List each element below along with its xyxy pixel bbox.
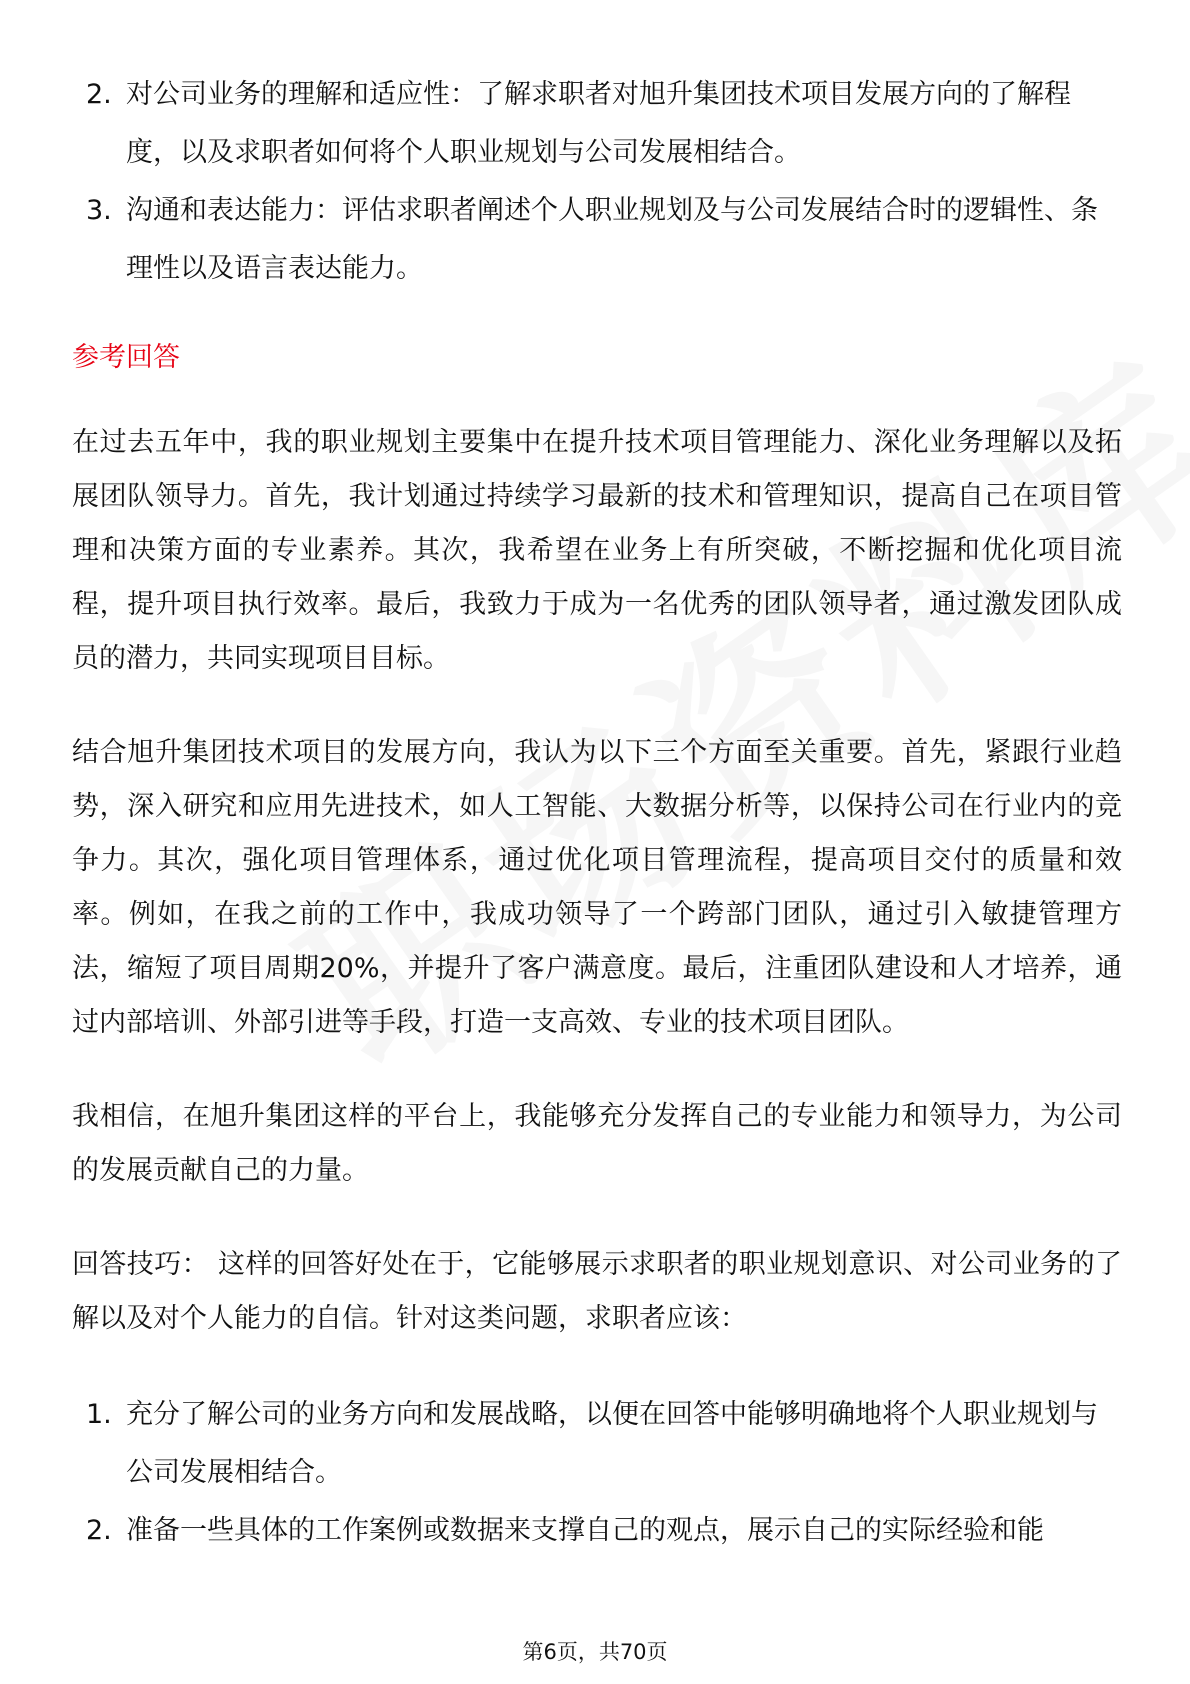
list-item xyxy=(72,182,1122,298)
list-number: 1. xyxy=(86,1399,112,1430)
section-heading: 参考回答 xyxy=(72,342,180,373)
tips-paragraph: 回答技巧： 这样的回答好处在于，它能够展示求职者的职业规划意识、对公司业务的了解以及对个人能力的自信。针对这类问题，求职者应该： xyxy=(72,1249,1122,1334)
answer-paragraph: 在过去五年中，我的职业规划主要集中在提升技术项目管理能力、深化业务理解以及拓展团队领导力。首先，我计划通过持续学习最新的技术和管理知识，提高自己在项目管理和决策方面的专业素养。其次，我希望在业务上有所突破，不断挖掘和优化项目流程，提升项目执行效率。最后，我致力于成为一名优秀的团队领导者，通过激发团队成员的潜力，共同实现项目目标。 xyxy=(72,427,1122,674)
answer-paragraph: 我相信，在旭升集团这样的平台上，我能够充分发挥自己的专业能力和领导力，为公司的发展贡献自己的力量。 xyxy=(72,1101,1122,1186)
criteria-list xyxy=(72,66,1122,298)
list-number: 2. xyxy=(86,79,112,110)
list-text: 准备一些具体的工作案例或数据来支撑自己的观点，展示自己的实际经验和能 xyxy=(126,1515,1044,1546)
list-text: 沟通和表达能力：评估求职者阐述个人职业规划及与公司发展结合时的逻辑性、条理性以及语言表达能力。 xyxy=(126,195,1098,284)
list-text: 充分了解公司的业务方向和发展战略，以便在回答中能够明确地将个人职业规划与公司发展相结合。 xyxy=(126,1399,1098,1488)
list-number: 3. xyxy=(86,195,112,226)
list-text: 对公司业务的理解和适应性：了解求职者对旭升集团技术项目发展方向的了解程度，以及求职者如何将个人职业规划与公司发展相结合。 xyxy=(126,79,1071,168)
list-item xyxy=(72,1502,1122,1560)
page-footer: 第6页，共70页 xyxy=(522,1640,668,1664)
list-number: 2. xyxy=(86,1515,112,1546)
answer-paragraph: 结合旭升集团技术项目的发展方向，我认为以下三个方面至关重要。首先，紧跟行业趋势，深入研究和应用先进技术，如人工智能、大数据分析等，以保持公司在行业内的竞争力。其次，强化项目管理体系，通过优化项目管理流程，提高项目交付的质量和效率。例如，在我之前的工作中，我成功领导了一个跨部门团队，通过引入敏捷管理方法，缩短了项目周期20%，并提升了客户满意度。最后，注重团队建设和人才培养，通过内部培训、外部引进等手段，打造一支高效、专业的技术项目团队。 xyxy=(72,737,1122,1038)
list-item xyxy=(72,1386,1122,1502)
list-item xyxy=(72,66,1122,182)
tips-list xyxy=(72,1386,1122,1560)
page-content xyxy=(72,66,1122,1560)
